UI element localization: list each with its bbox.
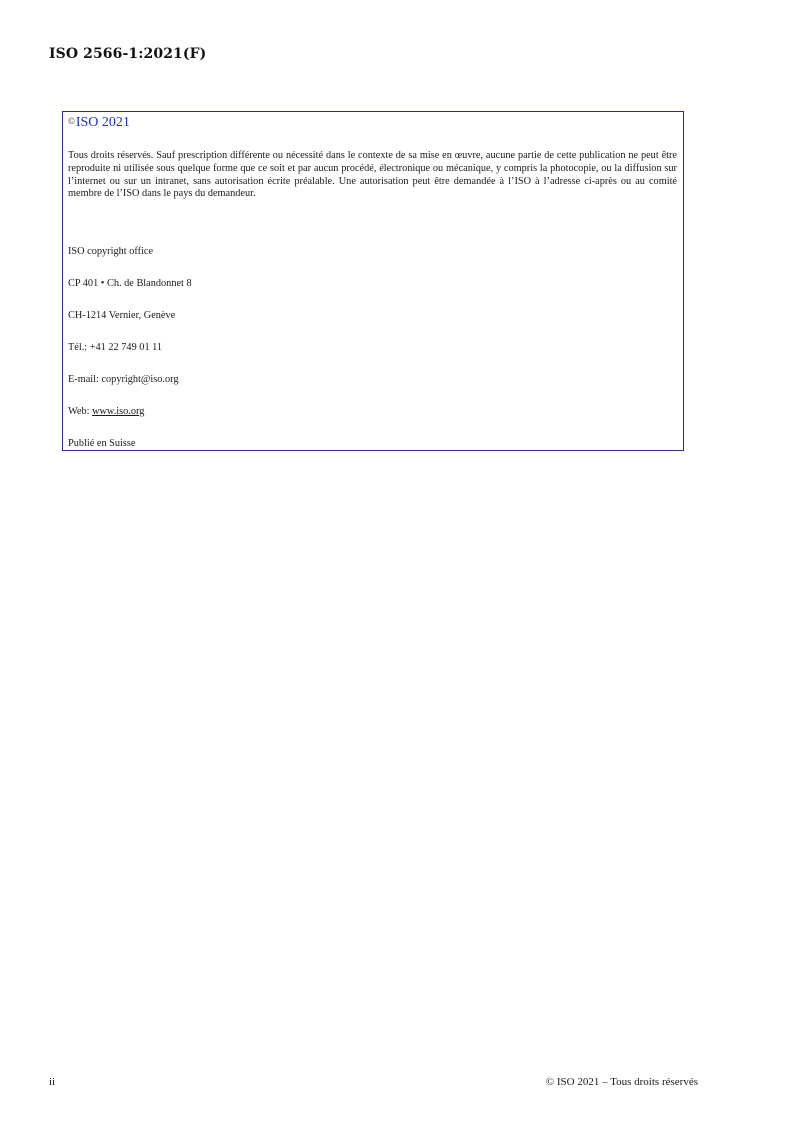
web-line — [68, 406, 144, 418]
copyright-notice: Tous droits réservés. Sauf prescription différente ou nécessité dans le contexte de sa mise en œuvre, aucune partie de cette publication ne peut être reproduite ni utilisée sous quelque forme que ce soit et par aucun procédé, électronique ou mécanique, y compris la photocopie, ou la diffusion sur l’internet ou sur un intranet, sans autorisation écrite préalable. Une autorisation peut être demandée à l’ISO à l’adresse ci-après ou au comité membre de l’ISO dans le pays du demandeur. — [68, 150, 677, 200]
web-link[interactable]: www.iso.org — [92, 406, 145, 417]
email-line: E-mail: copyright@iso.org — [68, 374, 179, 385]
footer-copyright: © ISO 2021 – Tous droits réservés — [545, 1076, 698, 1088]
phone-line: Tél.: +41 22 749 01 11 — [68, 342, 163, 353]
published-line: Publié en Suisse — [68, 438, 136, 449]
address-line: CP 401 • Ch. de Blandonnet 8 — [68, 278, 192, 289]
copyright-office: ISO copyright office — [68, 246, 154, 257]
document-id-header: ISO 2566-1:2021(F) — [49, 46, 207, 62]
copyright-title — [68, 115, 130, 131]
web-label: Web: — [68, 406, 93, 417]
city-line: CH-1214 Vernier, Genève — [68, 310, 176, 321]
copyright-icon: © — [68, 116, 75, 126]
copyright-box — [62, 111, 684, 451]
copyright-title-text: ISO 2021 — [75, 115, 130, 130]
page-number: ii — [49, 1076, 56, 1088]
